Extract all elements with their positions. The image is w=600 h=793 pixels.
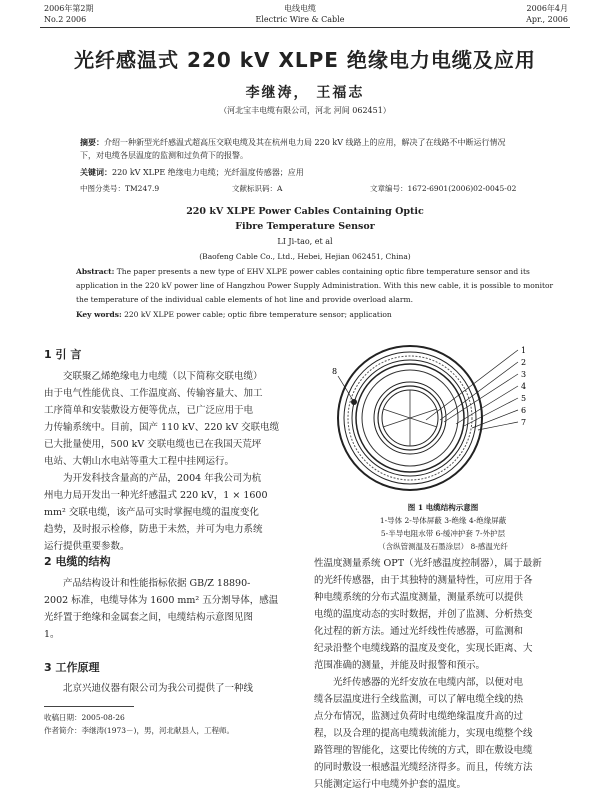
date-cn: 2006年4月	[526, 4, 568, 13]
cable-rings	[338, 346, 482, 490]
section-2-body	[44, 575, 294, 643]
affiliation: （河北宝丰电缆有限公司，河北 河间 062451）	[219, 106, 391, 115]
section-1-title: 1 引 言	[44, 348, 82, 361]
cable-cross-section-figure	[318, 338, 578, 498]
text-line: 种电缆系统的分布式温度测量，测量系统可以提供	[314, 592, 524, 603]
document-code: 文献标识码：A	[232, 184, 283, 193]
text-line: 州电力局开发出一种光纤感温式 220 kV，1 × 1600	[44, 490, 268, 501]
section-2-title: 2 电缆的结构	[44, 555, 111, 568]
text-line: 为开发科技含量高的产品，2004 年我公司为杭	[63, 473, 262, 484]
keywords-cn	[80, 166, 520, 179]
text-line: 点分布情况，监测过负荷时电缆绝缘温度升高的过	[314, 711, 524, 722]
english-abstract-text1: The paper presents a new type of EHV XLPE power cables containing optic fibre temperature sensor and its	[114, 267, 530, 276]
english-abstract-line3: the temperature of the individual cable elements of hot line and provide overload alarm.	[76, 295, 413, 304]
right-column-body	[314, 555, 570, 793]
label-4: 4	[521, 382, 527, 391]
text-line: 1。	[44, 629, 60, 640]
english-authors: LI Ji-tao, et al	[277, 237, 333, 246]
label-3: 3	[521, 370, 527, 379]
figure-caption: 图 1 电缆结构示意图	[407, 503, 479, 512]
keywords-cn-text: 220 kV XLPE 绝缘电力电缆；光纤温度传感器；应用	[112, 168, 304, 177]
english-keywords-text: 220 kV XLPE power cable; optic fibre temperature sensor; application	[121, 310, 392, 319]
issue-label: 2006年第2期	[44, 4, 94, 13]
label-7: 7	[521, 418, 527, 427]
figure-legend-2: 5-半导电阻水带 6-缓冲护套 7-外护层	[380, 529, 506, 538]
text-line: 产品结构设计和性能指标依据 GB/Z 18890-	[63, 578, 251, 589]
english-affiliation: (Baofeng Cable Co., Ltd., Hebei, Hejian 062451, China)	[199, 252, 411, 261]
text-line: 2002 标准，电缆导体为 1600 mm² 五分割导体，感温	[44, 595, 279, 606]
abstract-cn-label: 摘要：	[80, 137, 104, 147]
journal-name-cn: 电线电缆	[284, 4, 316, 13]
figure-legend-1: 1-导体 2-导体屏蔽 3-绝缘 4-绝缘屏蔽	[379, 516, 507, 525]
text-line: 电站、大朝山水电站等重大工程中挂网运行。	[44, 456, 235, 467]
text-line: 北京兴迪仪器有限公司为我公司提供了一种线	[63, 683, 254, 694]
text-line: 化过程的新方法。通过光纤线性传感器，可监测和	[314, 626, 524, 637]
footnote-author: 作者简介：李继涛(1973－)，男，河北献县人，工程师。	[44, 726, 234, 735]
text-line: mm² 交联电缆，该产品可实时掌握电缆的温度变化	[44, 507, 259, 518]
text-line: 趋势，及时报示检修，防患于未然，并可为电力系统	[44, 524, 263, 535]
section-3-body	[44, 680, 294, 697]
text-line: 范围准确的测量，并能及时报警和预示。	[314, 660, 486, 671]
text-line: 缆各层温度进行全线监测，可以了解电缆全线的热	[314, 694, 524, 705]
date-en: Apr., 2006	[526, 15, 568, 24]
clc-number: 中图分类号：TM247.9	[80, 184, 160, 193]
footnote-rule	[44, 706, 134, 707]
english-abstract-label: Abstract:	[76, 267, 115, 276]
abstract-cn-text: 介绍一种新型光纤感温式超高压交联电缆及其在杭州电力局 220 kV 线路上的应用，解决了在线路不中断运行情况下，对电缆各层温度的监测和过负荷下的报警。	[80, 138, 506, 160]
abstract-cn	[80, 136, 520, 162]
text-line: 纪录沿整个电缆线路的温度及变化，实现长距离、大	[314, 643, 533, 654]
text-line: 程，以及合理的提高电缆载流能力，实现电缆整个线	[314, 728, 533, 739]
label-5: 5	[521, 394, 527, 403]
label-8: 8	[332, 367, 338, 376]
english-abstract-line2: application in the 220 kV power line of Hangzhou Power Supply Administration. With this new cable, it is possible to monitor	[76, 281, 554, 290]
keywords-cn-label: 关键词：	[80, 167, 112, 177]
section-1-body	[44, 368, 294, 555]
text-line: 工序简单和安装敷设方便等优点，已广泛应用于电	[44, 405, 254, 416]
journal-name-en: Electric Wire & Cable	[255, 15, 345, 24]
section-3-title: 3 工作原理	[44, 661, 100, 674]
text-line: 由于电气性能优良、工作温度高、传输容量大、加工	[44, 388, 263, 399]
english-title-line2: Fibre Temperature Sensor	[235, 221, 375, 232]
article-number: 文章编号：1672-6901(2006)02-0045-02	[370, 184, 517, 193]
figure-legend-3: （含纵管测温及石墨涂层） 8-感温光纤	[378, 542, 508, 551]
text-line: 已大批量使用，500 kV 交联电缆也已在我国天荒坪	[44, 439, 262, 450]
label-1: 1	[521, 346, 527, 355]
footnote-received: 收稿日期：2005-08-26	[44, 713, 125, 722]
issue-number: No.2 2006	[44, 15, 87, 24]
text-line: 性温度测量系统 OPT（光纤感温度控制器），属于最新	[314, 558, 542, 569]
text-line: 交联聚乙烯绝缘电力电缆（以下简称交联电缆）	[63, 371, 263, 382]
header-rule	[40, 27, 570, 28]
text-line: 力传输系统中。目前，国产 110 kV、220 kV 交联电缆	[44, 422, 280, 433]
text-line: 运行提供重要参数。	[44, 541, 130, 552]
authors: 李继涛， 王福志	[245, 85, 365, 101]
text-line: 的同时敷设一根感温光缆经济得多。而且，传统方法	[314, 762, 533, 773]
text-line: 光纤传感器的光纤安放在电缆内部，以便对电	[333, 677, 524, 688]
text-line: 路管理的智能化，这要比传统的方式，即在敷设电缆	[314, 745, 533, 756]
english-keywords-label: Key words:	[76, 310, 122, 319]
english-abstract-line1	[76, 265, 566, 278]
text-line: 光纤置于绝缘和金属套之间，电缆结构示意图见图	[44, 612, 254, 623]
english-keywords	[76, 308, 566, 321]
english-title-line1: 220 kV XLPE Power Cables Containing Optic	[186, 206, 424, 217]
text-line: 电缆的温度动态的实时数据，并创了监测、分析热变	[314, 609, 533, 620]
label-2: 2	[521, 358, 527, 367]
page-title: 光纤感温式 220 kV XLPE 绝缘电力电缆及应用	[74, 48, 536, 72]
text-line: 的光纤传感器，由于其独特的测量特性，可应用于各	[314, 575, 533, 586]
text-line: 只能测定运行中电缆外护套的温度。	[314, 779, 467, 790]
label-6: 6	[521, 406, 527, 415]
